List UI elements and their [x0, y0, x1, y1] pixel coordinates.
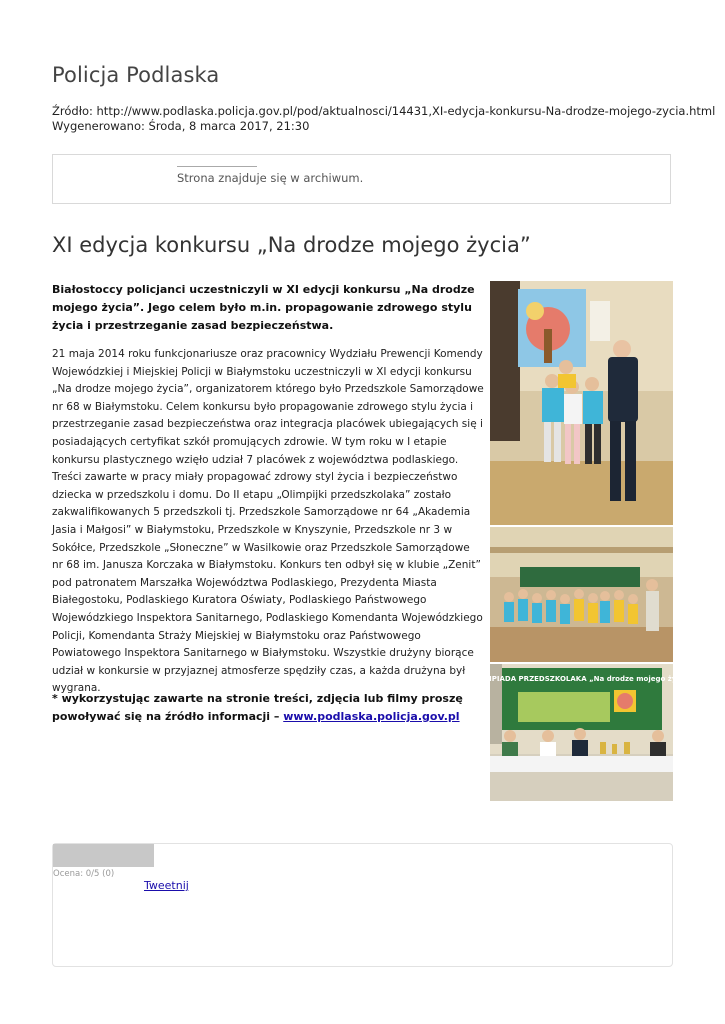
photo-group-of-children[interactable]: [490, 527, 673, 662]
site-title: Policja Podlaska: [52, 63, 220, 87]
share-box: [52, 843, 673, 967]
archive-divider: [177, 166, 257, 167]
photo-olympiad-jury-table[interactable]: [471, 664, 693, 801]
source-note-text: * wykorzystując zawarte na stronie treści, zdjęcia lub filmy proszę powoływać się na źródło informacji –: [52, 692, 463, 723]
archive-text: Strona znajduje się w archiwum.: [177, 171, 364, 185]
archive-notice: [52, 154, 671, 204]
tweet-button[interactable]: Tweetnij: [144, 879, 189, 892]
source-link[interactable]: www.podlaska.policja.gov.pl: [283, 710, 460, 723]
page-meta: [52, 104, 715, 134]
source-note: [52, 690, 488, 726]
article-body: 21 maja 2014 roku funkcjonariusze oraz pracownicy Wydziału Prewencji Komendy Wojewódzkiej i Miejskiej Policji w Białymstoku uczestniczyli w XI edycji konkursu „Na drodze mojego życia”, organizatorem którego było Przedszkole Samorządowe nr 68 w Białymstoku. Celem konkursu było propagowanie zdrowego stylu życia i przestrzeganie zasad bezpieczeństwa oraz integracja placówek ubiegających się i posiadających certyfikat szkół promujących zdrowie. W tym roku w I etapie konkursu plastycznego wzięło udział 7 placówek z województwa podlaskiego. Treści zawarte w pracy miały propagować zdrowy styl życia i bezpieczeństwo dziecka w przedszkolu i domu. Do II etapu „Olimpijki przedszkolaka” zostało zakwalifikowanych 5 przedszkoli tj. Przedszkole Samorządowe nr 64 „Akademia Jasia i Małgosi” w Białymstoku, Przedszkole w Knyszynie, Przedszkole nr 3 w Sokółce, Przedszkole „Słoneczne” w Wasilkowie oraz Przedszkole Samorządowe nr 68 im. Janusza Korczaka w Białymstoku. Konkurs ten odbył się w klubie „Zenit” pod patronatem Marszałka Województwa Podlaskiego, Prezydenta Miasta Białegostoku, Podlaskiego Kuratora Oświaty, Podlaskiego Państwowego Wojewódzkiego Inspektora Sanitarnego, Podlaskiego Komendanta Wojewódzkiego Policji, Komendanta Straży Miejskiej w Białymstoku oraz Państwowego Powiatowego Inspektora Sanitarnego w Białymstoku. Wszystkie drużyny biorące udział w konkursie w przyjaznej atmosferze spędziły czas, a każda drużyna był wygrana.: [52, 348, 484, 695]
photo-police-officer-with-children[interactable]: [490, 281, 673, 525]
photo-banner-text: OLIMPIADA PRZEDSZKOLAKA „Na drodze mojego życia”: [471, 675, 693, 683]
article-lead: Białostoccy policjanci uczestniczyli w XI edycji konkursu „Na drodze mojego życia”. Jego celem było m.in. propagowanie zdrowego stylu życia i przestrzeganie zasad bezpieczeństwa.: [52, 283, 475, 332]
source-line: Źródło: http://www.podlaska.policja.gov.pl/pod/aktualnosci/14431,XI-edycja-konkursu-Na-drodze-mojego-zycia.html: [52, 104, 716, 118]
rating-stars[interactable]: [53, 844, 154, 867]
rating-text: Ocena: 0/5 (0): [53, 869, 115, 879]
generated-line: Wygenerowano: Środa, 8 marca 2017, 21:30: [52, 119, 310, 133]
article-title: XI edycja konkursu „Na drodze mojego życia”: [52, 233, 531, 257]
